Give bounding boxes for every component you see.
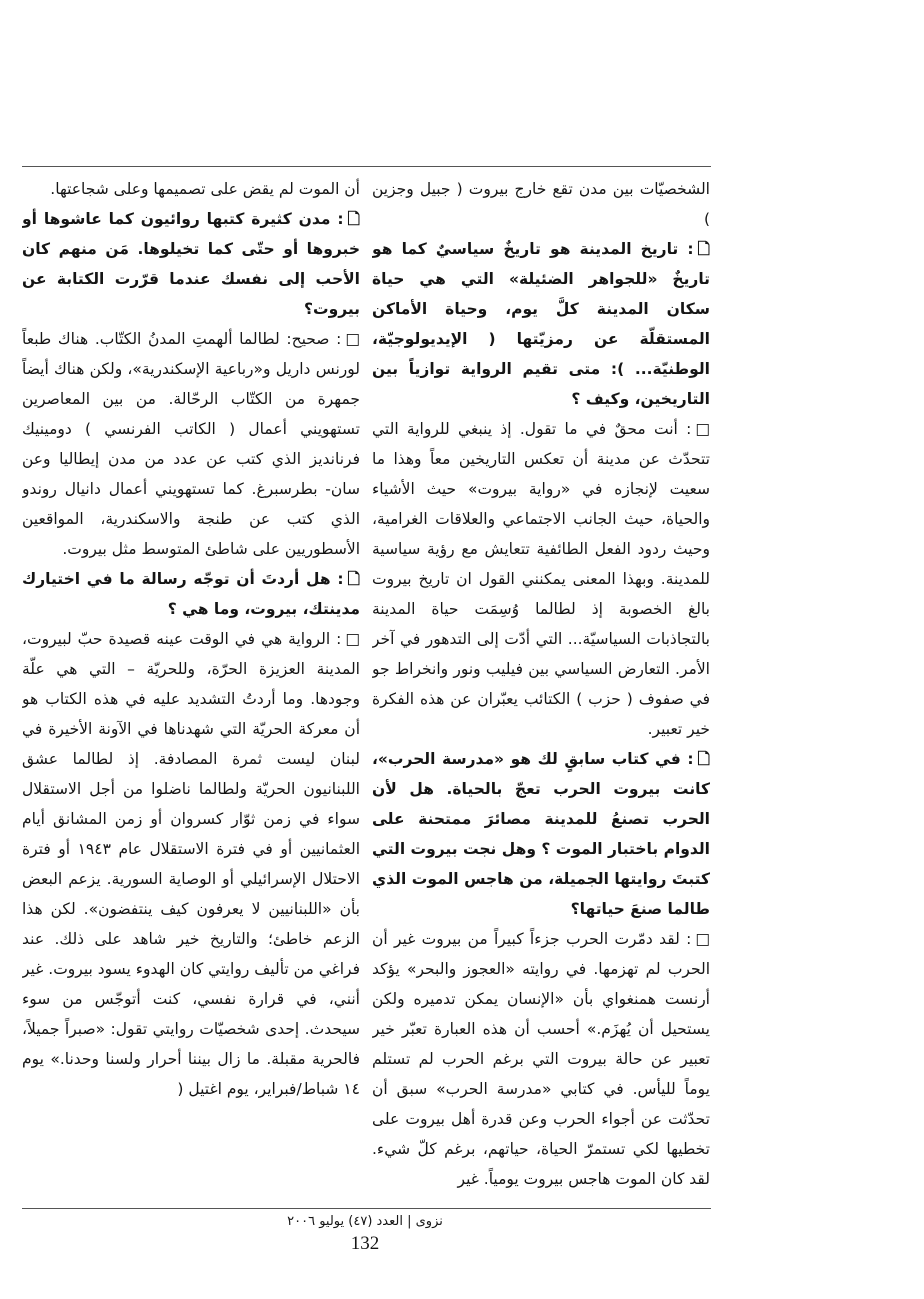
answer-text: : الرواية هي في الوقت عينه قصيدة حبّ لبيروت، المدينة العزيزة الحرّة، وللحريّة – التي هي علّة وجودها. وما أردتُ التشديد عليه في هذه الكتاب هو أن معركة الحريّة التي شهدناها في الآونة الأخيرة في لبنان ليست ثمرة المصادفة. إذ لطالما عشق اللبنانيون الحريّة ولطالما ناضلوا من أجل الاستقلال سواء في زمن ثوّار كسروان أو زمن المشانق أيام العثمانيين أو في فترة الاستقلال عام ١٩٤٣ أو فترة الاحتلال الإسرائيلي أو الوصاية السورية. يزعم البعض بأن «اللبنانيين لا يعرفون كيف ينتفضون». لكن هذا الزعم خاطئ؛ والتاريخ خير شاهد على ذلك. عند فراغي من تأليف روايتي كان الهدوء يسود بيروت. غير أنني، في قرارة نفسي، كنت أتوجّس من سوء سيحدث. إحدى شخصيّات روايتي تقول: «صبراً جميلاً، فالحرية مقبلة. ما زال بيننا أحرار ولسنا وحدنا.» يوم ١٤ شباط/فبراير، يوم اغتيل ( xyxy=(22,630,360,1098)
question-paragraph xyxy=(22,564,360,624)
question-text: : مدن كثيرة كتبها روائيون كما عاشوها أو خبروها أو حتّى كما تخيلوها. مَن منهم كان الأحب إلى نفسك عندما قرّرت الكتابة عن بيروت؟ xyxy=(22,210,360,318)
right-column xyxy=(372,174,710,1200)
question-text: : هل أردتَ أن توجّه رسالة ما في اختيارك مدينتك، بيروت، وما هي ؟ xyxy=(22,570,360,618)
paragraph xyxy=(22,174,360,204)
paragraph xyxy=(372,174,710,234)
question-text: : في كتاب سابقٍ لك هو «مدرسة الحرب»، كانت بيروت الحرب تعجّ بالحياة. هل لأن الحرب تصنعُ للمدينة مصائرَ ممتحنة على الدوام باختبار الموت ؟ وهل نجت بيروت التي كتبتَ روايتها الجميلة، من هاجس الموت الذي طالما صنعَ حياتها؟ xyxy=(372,750,710,918)
checkbox-square-icon: □ xyxy=(695,930,710,948)
question-paragraph xyxy=(22,204,360,324)
paragraph-text: أن الموت لم يقض على تصميمها وعلى شجاعتها. xyxy=(50,180,360,198)
answer-paragraph xyxy=(22,324,360,564)
page-number: 132 xyxy=(350,1233,380,1254)
answer-text: : أنت محقٌ في ما تقول. إذ ينبغي للرواية التي تتحدّث عن مدينة أن تعكس التاريخين معاً وهذا ما سعيت لإنجازه في «رواية بيروت» حيث الأشياء والحياة، حيث الجانب الاجتماعي والعلاقات الغرامية، وحيث ردود الفعل الطائفية تتعايش مع رؤية سياسية للمدينة. وبهذا المعنى يمكنني القول ان تاريخ بيروت بالغ الخصوبة إذ لطالما وُسِمَت حياة المدينة بالتجاذبات السياسيّة... التي أدّت إلى التدهور في آخر الأمر. التعارض السياسي بين فيليب ونور وانخراط جو في صفوف ( حزب ) الكتائب يعبّران عن هذه الفكرة خير تعبير. xyxy=(372,420,710,738)
left-column xyxy=(22,174,360,1200)
question-paragraph xyxy=(372,744,710,924)
question-paragraph xyxy=(372,234,710,414)
document-icon: 🗋 xyxy=(697,750,710,768)
checkbox-square-icon: □ xyxy=(695,420,710,438)
answer-text: : صحيح: لطالما ألهمتِ المدنُ الكتّاب. هناك طبعاً لورنس داريل و«رباعية الإسكندرية»، ولكن هناك أيضاً جمهرة من الكتّاب الرحّالة. من بين المعاصرين تستهويني أعمال ( الكاتب الفرنسي ) دومينيك فرنانديز الذي كتب عن عدد من مدن إيطاليا وعن سان- بطرسبرغ. كما تستهويني أعمال دانيال روندو الذي كتب عن طنجة والاسكندرية، المواقعين الأسطوريين على شاطئ المتوسط مثل بيروت. xyxy=(22,330,360,558)
answer-text: : لقد دمّرت الحرب جزءاً كبيراً من بيروت غير أن الحرب لم تهزمها. في روايته «العجوز والبحر» يؤكد أرنست همنغواي بأن «الإنسان يمكن تدميره ولكن يستحيل أن يُهزَم.» أحسب أن هذه العبارة تعبّر خير تعبير عن حالة بيروت التي برغم الحرب لم تستلم يوماً لليأس. في كتابي «مدرسة الحرب» سبق أن تحدّثت عن أجواء الحرب وعن قدرة أهل بيروت على تخطيها لكي تستمرّ الحياة، حياتهم، برغم كلّ شيء. لقد كان الموت هاجس بيروت يومياً. غير xyxy=(372,930,710,1188)
checkbox-square-icon: □ xyxy=(345,630,360,648)
checkbox-square-icon: □ xyxy=(345,330,360,348)
document-icon: 🗋 xyxy=(347,570,360,588)
answer-paragraph xyxy=(372,414,710,744)
answer-paragraph xyxy=(372,924,710,1194)
question-text: : تاريخ المدينة هو تاريخٌ سياسيٌ كما هو تاريخٌ «للجواهر الضئيلة» التي هي حياة سكان المدينة كلَّ يوم، وحياة الأماكن المستقلّة عن رمزيّتها ( الإيديولوجيّة، الوطنيّة... ): متى تقيم الرواية توازياً بين التاريخين، وكيف ؟ xyxy=(372,240,710,408)
document-icon: 🗋 xyxy=(347,210,360,228)
document-icon: 🗋 xyxy=(697,240,710,258)
top-divider xyxy=(22,166,711,167)
answer-paragraph xyxy=(22,624,360,1104)
paragraph-text: الشخصيّات بين مدن تقع خارج بيروت ( جبيل وجزين ) xyxy=(372,180,710,228)
bottom-divider xyxy=(22,1208,711,1209)
issue-footer: نزوى | العدد (٤٧) يوليو ٢٠٠٦ xyxy=(287,1214,443,1229)
